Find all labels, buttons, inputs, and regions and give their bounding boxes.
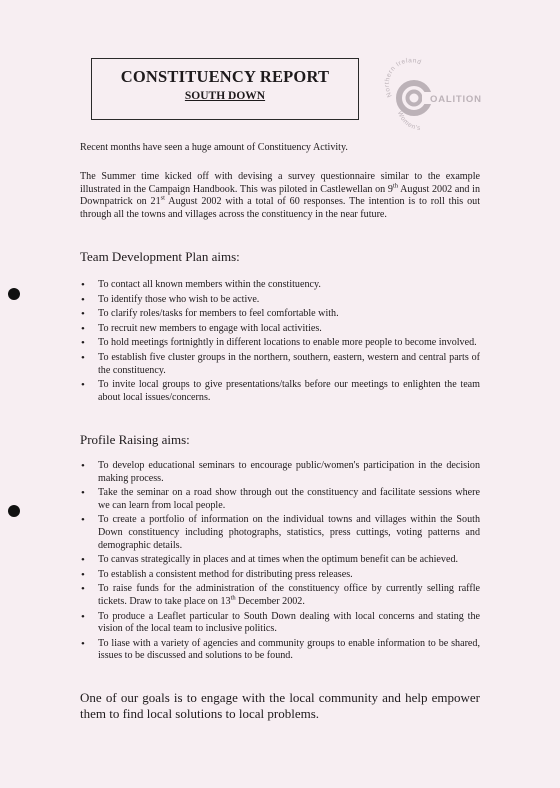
report-subtitle: SOUTH DOWN [184, 90, 266, 102]
team-plan-heading: Team Development Plan aims: [80, 249, 240, 264]
team-plan-list [80, 279, 480, 406]
punch-hole-bottom [8, 505, 20, 517]
list-item: • To create a portfolio of information on the individual towns and villages within the South Down constituency including photographs, statistics, press cuttings, voting patterns and demographic details. [80, 514, 480, 552]
closing-statement: One of our goals is to engage with the local community and help empower them to find local solutions to local problems. [80, 690, 480, 721]
title-box [91, 58, 359, 120]
list-item: • Take the seminar on a road show through out the constituency and facilitate sessions where we can learn from local people. [80, 487, 480, 512]
logo-arc-bottom-text: Women's [395, 110, 422, 133]
logo-arc-top-text: Northern Ireland [383, 57, 423, 99]
intro-paragraph: Recent months have seen a huge amount of Constituency Activity. [80, 142, 348, 153]
list-item: • To contact all known members within the constituency. [80, 279, 480, 292]
profile-raising-heading: Profile Raising aims: [80, 432, 190, 447]
list-item: • To recruit new members to engage with local activities. [80, 323, 480, 336]
survey-paragraph: The Summer time kicked off with devising a survey questionnaire similar to the example illustrated in the Campaign Handbook. This was piloted in Castlewellan on 9th August 2002 and in Downpatrick on 21st August 2002 with a total of 60 responses. The intention is to roll this out through all the towns and villages across the constituency in the near future. [80, 171, 480, 220]
list-item: • To identify those who wish to be active. [80, 294, 480, 307]
punch-hole-top [8, 288, 20, 300]
profile-raising-list [80, 460, 480, 665]
logo-wordmark: OALITION [430, 94, 482, 105]
list-item: • To invite local groups to give presentations/talks before our meetings to enlighten the team about local issues/concerns. [80, 379, 480, 404]
womens-coalition-logo-icon [376, 52, 484, 136]
list-item-raffle: • To raise funds for the administration of the constituency office by currently selling raffle tickets. Draw to take place on 13th December 2002. [80, 583, 480, 608]
list-item: • To produce a Leaflet particular to South Down dealing with local concerns and stating the vision of the local team to inclusive politics. [80, 611, 480, 636]
list-item: • To establish five cluster groups in the northern, southern, eastern, western and central parts of the constituency. [80, 352, 480, 377]
list-item: • To liase with a variety of agencies and community groups to enable information to be shared, issues to be discussed and solutions to be found. [80, 638, 480, 663]
list-item: • To establish a consistent method for distributing press releases. [80, 569, 480, 582]
list-item: • To develop educational seminars to encourage public/women's participation in the decision making process. [80, 460, 480, 485]
list-item: • To hold meetings fortnightly in different locations to enable more people to become involved. [80, 337, 480, 350]
report-title: CONSTITUENCY REPORT [120, 67, 330, 86]
list-item: • To clarify roles/tasks for members to feel comfortable with. [80, 308, 480, 321]
list-item: • To canvas strategically in places and at times when the optimum benefit can be achieved. [80, 554, 480, 567]
